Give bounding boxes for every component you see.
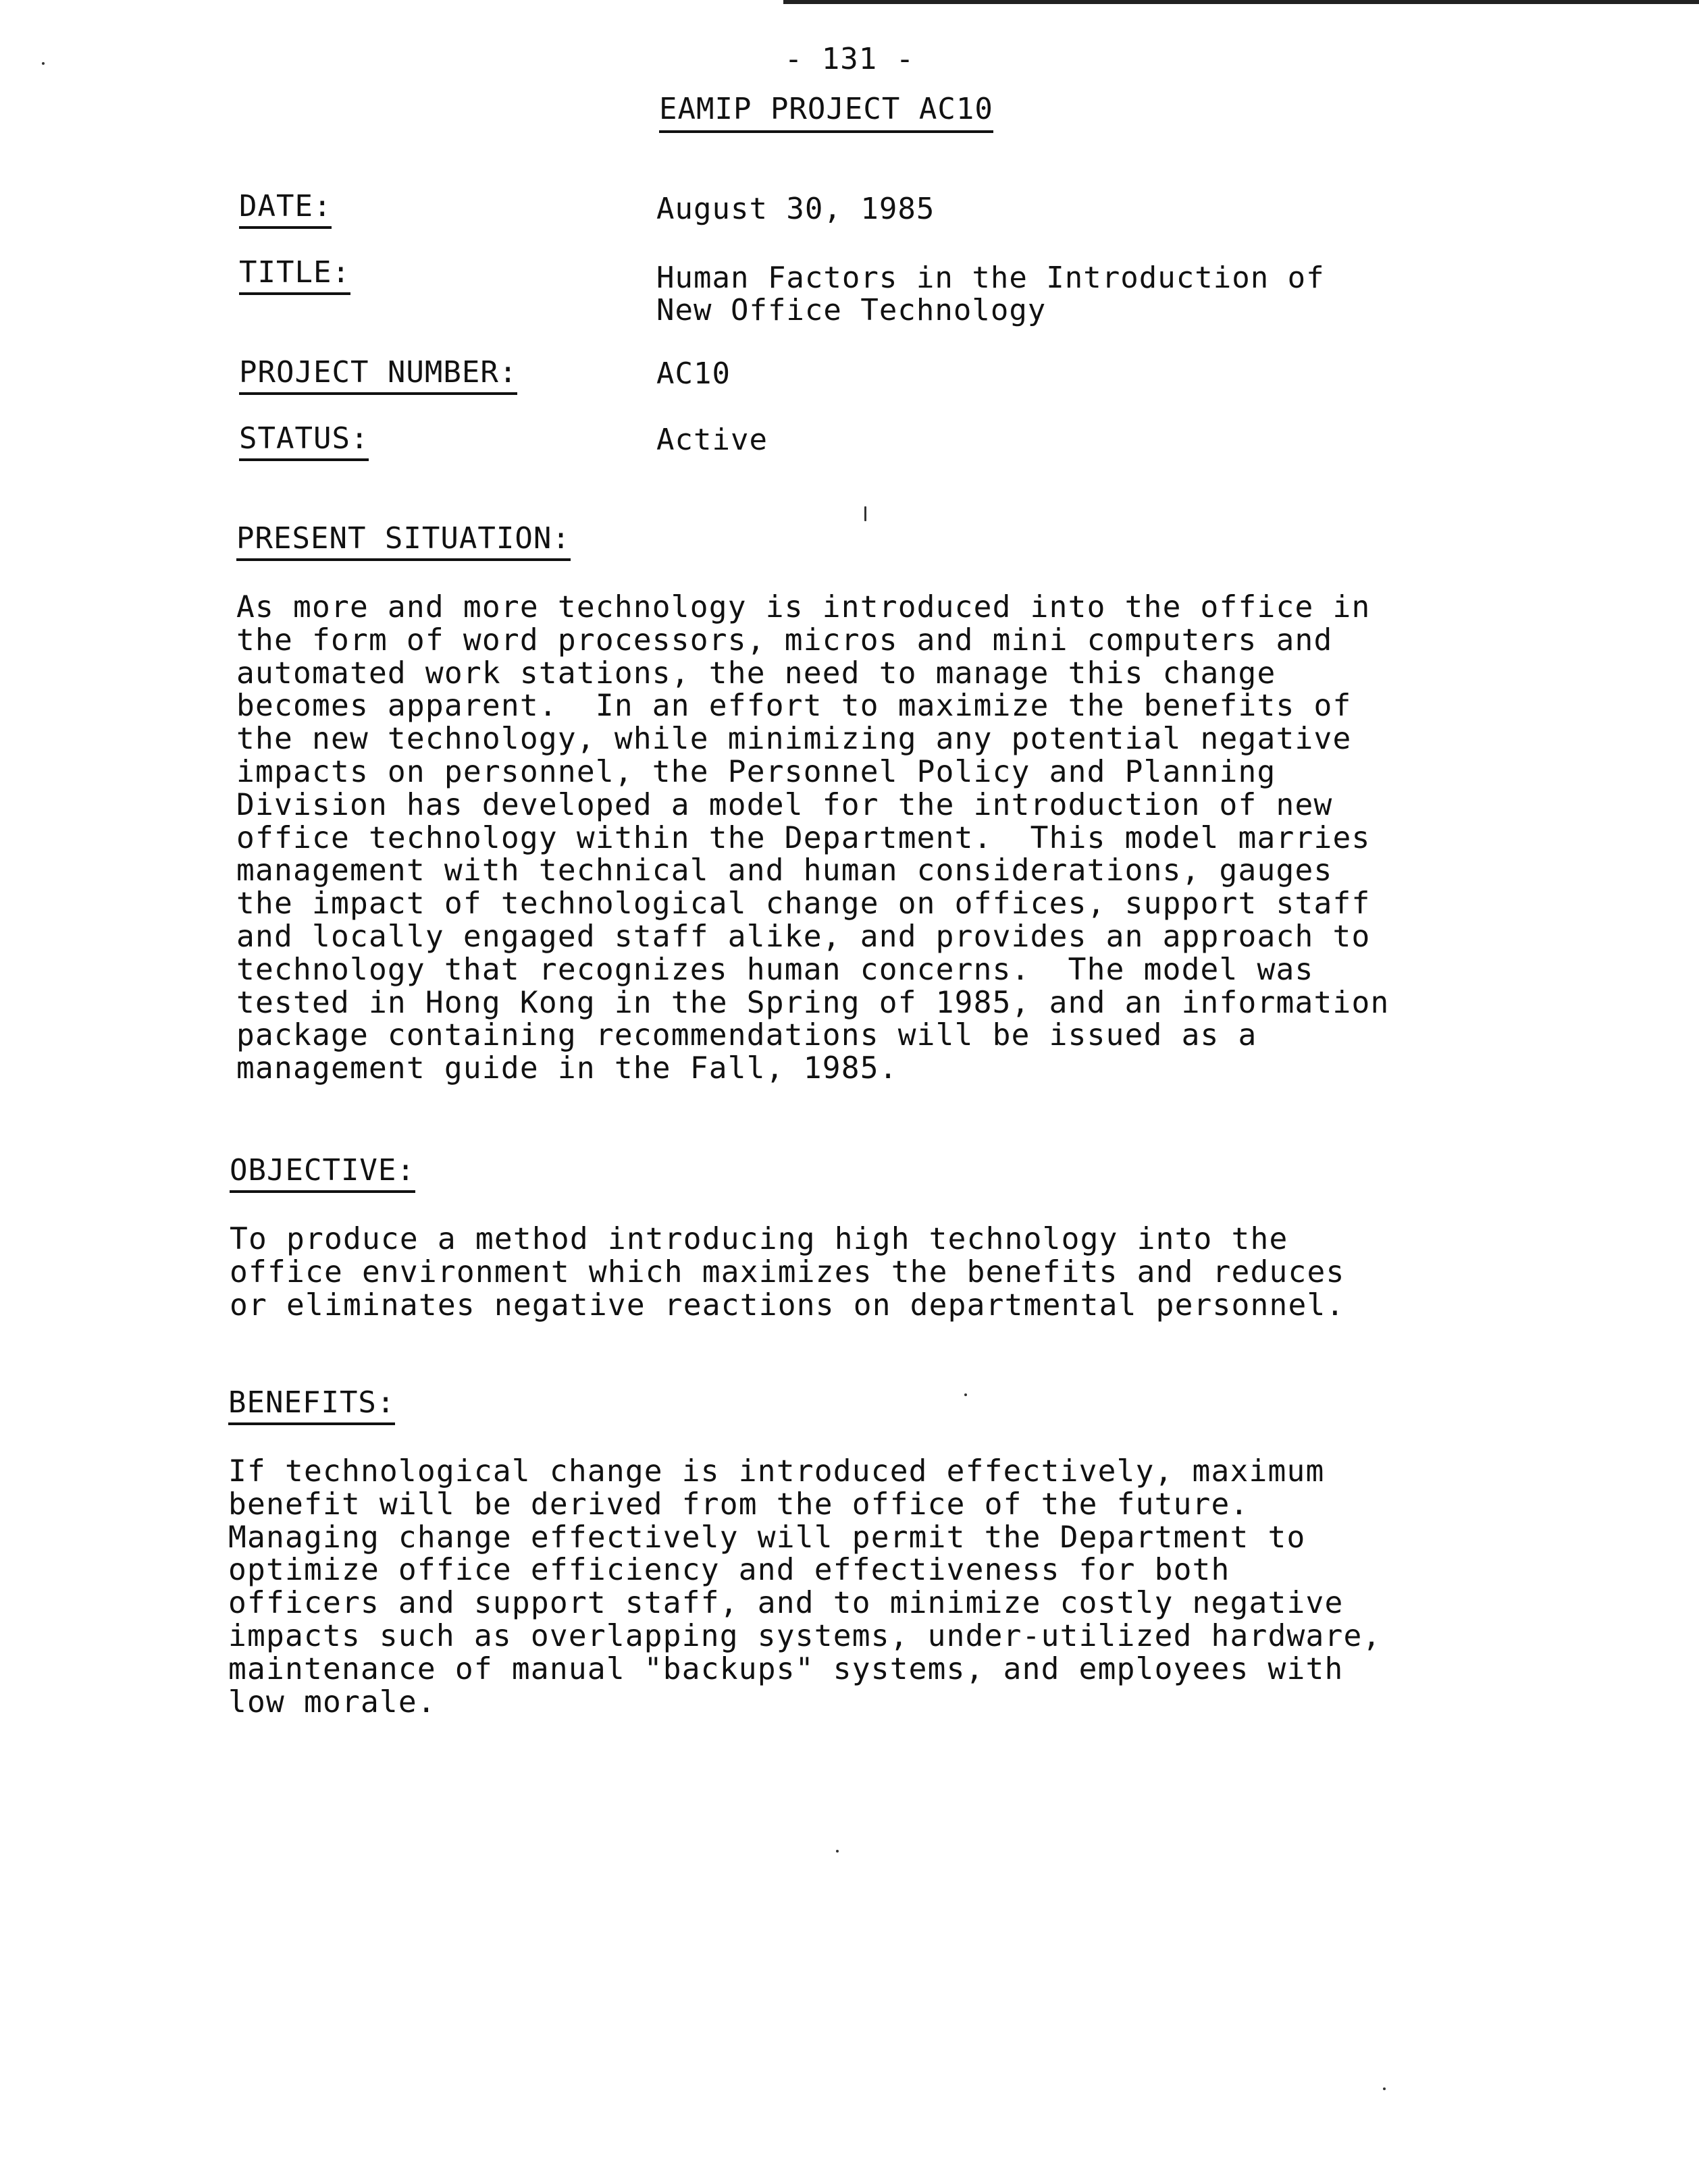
page-number: - 131 - [784,42,915,76]
title-label: TITLE: [239,255,350,295]
title-value-line-1: Human Factors in the Introduction of [656,261,1325,295]
date-label: DATE: [239,189,332,229]
date-value: August 30, 1985 [656,192,935,226]
present-situation-heading: PRESENT SITUATION: [236,521,571,561]
title-value-line-2: New Office Technology [656,293,1047,327]
scan-speck [836,1850,839,1853]
document-title: EAMIP PROJECT AC10 [659,92,993,133]
top-edge-rule [783,0,1699,4]
objective-heading: OBJECTIVE: [230,1153,415,1193]
status-value: Active [656,423,768,457]
project-number-label: PROJECT NUMBER: [239,355,517,395]
scan-speck [864,506,866,521]
scan-speck [1383,2087,1386,2090]
status-label: STATUS: [239,421,369,461]
objective-paragraph: To produce a method introducing high technology into the office environment which maximizes the benefits and reduces or eliminates negative reactions on departmental personnel. [230,1222,1345,1323]
benefits-heading: BENEFITS: [228,1385,395,1425]
scan-speck [42,62,45,65]
present-situation-paragraph: As more and more technology is introduced into the office in the form of word processors, micros and mini computers and automated work stations, the need to manage this change becomes apparent. In an effort to maximize the benefits of the new technology, while minimizing any potential negative impacts on personnel, the Personnel Policy and Planning Division has developed a model for the introduction of new office technology within the Department. This model marries management with technical and human considerations, gauges the impact of technological change on offices, support staff and locally engaged staff alike, and provides an approach to technology that recognizes human concerns. The model was tested in Hong Kong in the Spring of 1985, and an information package containing recommendations will be issued as a management guide in the Fall, 1985. [236,590,1390,1086]
scan-speck [964,1393,967,1396]
benefits-paragraph: If technological change is introduced effectively, maximum benefit will be derived from the office of the future. Managing change effectively will permit the Department to optimize office efficiency and effectiveness for both officers and support staff, and to minimize costly negative impacts such as overlapping systems, under-utilized hardware, maintenance of manual "backups" systems, and employees with low morale. [228,1454,1382,1720]
project-number-value: AC10 [656,356,731,391]
